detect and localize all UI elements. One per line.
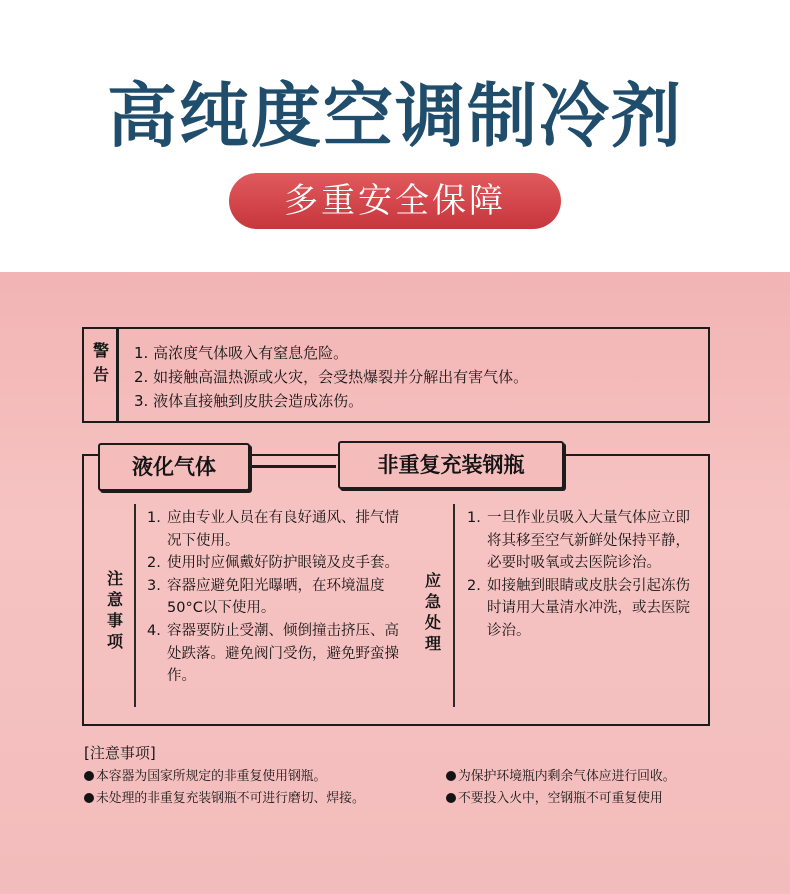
item-number: 2. <box>467 577 481 594</box>
warning-box <box>82 327 710 423</box>
tag-connector-line <box>248 465 336 468</box>
bullet-icon <box>446 771 456 781</box>
emergency-heading-char: 处 <box>424 613 441 632</box>
item-text: 一旦作业员吸入大量气体应立即将其移至空气新鲜处保持平静，必要时吸氧或去医院诊治。 <box>487 510 690 572</box>
precautions-heading-char: 注 <box>106 569 123 588</box>
header-section <box>0 0 790 272</box>
emergency-item <box>467 575 697 643</box>
precautions-divider <box>134 504 136 707</box>
note-item <box>446 788 766 810</box>
item-text: 应由专业人员在有良好通风、排气情况下使用。 <box>167 510 399 549</box>
emergency-heading-char: 应 <box>424 571 441 590</box>
item-number: 3. <box>147 577 161 594</box>
precaution-item <box>147 620 405 688</box>
warning-heading <box>86 339 116 387</box>
bullet-icon <box>446 793 456 803</box>
bullet-icon <box>84 793 94 803</box>
precaution-item <box>147 552 405 575</box>
note-item <box>446 766 766 788</box>
note-text: 不要投入火中，空钢瓶不可重复使用 <box>458 791 663 806</box>
warning-divider <box>116 329 119 421</box>
product-label <box>0 272 790 894</box>
note-item <box>84 788 444 810</box>
item-text: 使用时应佩戴好防护眼镜及皮手套。 <box>167 555 399 572</box>
warning-heading-char: 告 <box>92 365 109 384</box>
precaution-item <box>147 575 405 620</box>
item-number: 4. <box>147 622 161 639</box>
non-refillable-cylinder-tag: 非重复充装钢瓶 <box>338 441 564 489</box>
emergency-item <box>467 507 697 575</box>
warning-item: 2. 如接触高温热源或火灾，会受热爆裂并分解出有害气体。 <box>134 368 529 386</box>
precautions-list <box>147 507 405 688</box>
item-number: 2. <box>147 555 161 572</box>
item-number: 1. <box>467 510 481 526</box>
emergency-list <box>467 507 697 643</box>
precautions-heading-char: 意 <box>106 590 123 609</box>
notes-list-right <box>446 766 766 810</box>
warning-heading-char: 警 <box>92 341 109 360</box>
warning-item: 1. 高浓度气体吸入有窒息危险。 <box>134 344 349 362</box>
emergency-heading-char: 理 <box>424 634 441 653</box>
warning-list <box>134 341 528 413</box>
note-text: 未处理的非重复充装钢瓶不可进行磨切、焊接。 <box>96 791 365 806</box>
bullet-icon <box>84 771 94 781</box>
notes-heading: [注意事项] <box>84 744 156 762</box>
emergency-heading-char: 急 <box>424 592 441 611</box>
item-number: 1. <box>147 510 161 526</box>
page-title: 高纯度空调制冷剂 <box>107 75 683 157</box>
item-text: 容器应避免阳光曝晒，在环境温度50°C以下使用。 <box>167 577 385 617</box>
precautions-heading-char: 项 <box>106 632 123 651</box>
liquefied-gas-tag: 液化气体 <box>98 443 250 491</box>
emergency-divider <box>453 504 455 707</box>
note-text: 本容器为国家所规定的非重复使用钢瓶。 <box>96 769 327 784</box>
precautions-heading <box>104 568 126 652</box>
item-text: 容器要防止受潮、倾倒撞击挤压、高处跌落。避免阀门受伤，避免野蛮操作。 <box>167 622 399 685</box>
notes-list-left <box>84 766 444 810</box>
warning-item: 3. 液体直接触到皮肤会造成冻伤。 <box>134 392 364 410</box>
precautions-heading-char: 事 <box>106 611 123 630</box>
note-text: 为保护环境瓶内剩余气体应进行回收。 <box>458 769 676 784</box>
emergency-heading <box>422 570 444 654</box>
item-text: 如接触到眼睛或皮肤会引起冻伤时请用大量清水冲洗，或去医院诊治。 <box>487 577 690 639</box>
safety-badge: 多重安全保障 <box>229 173 561 229</box>
note-item <box>84 766 444 788</box>
precaution-item <box>147 507 405 552</box>
